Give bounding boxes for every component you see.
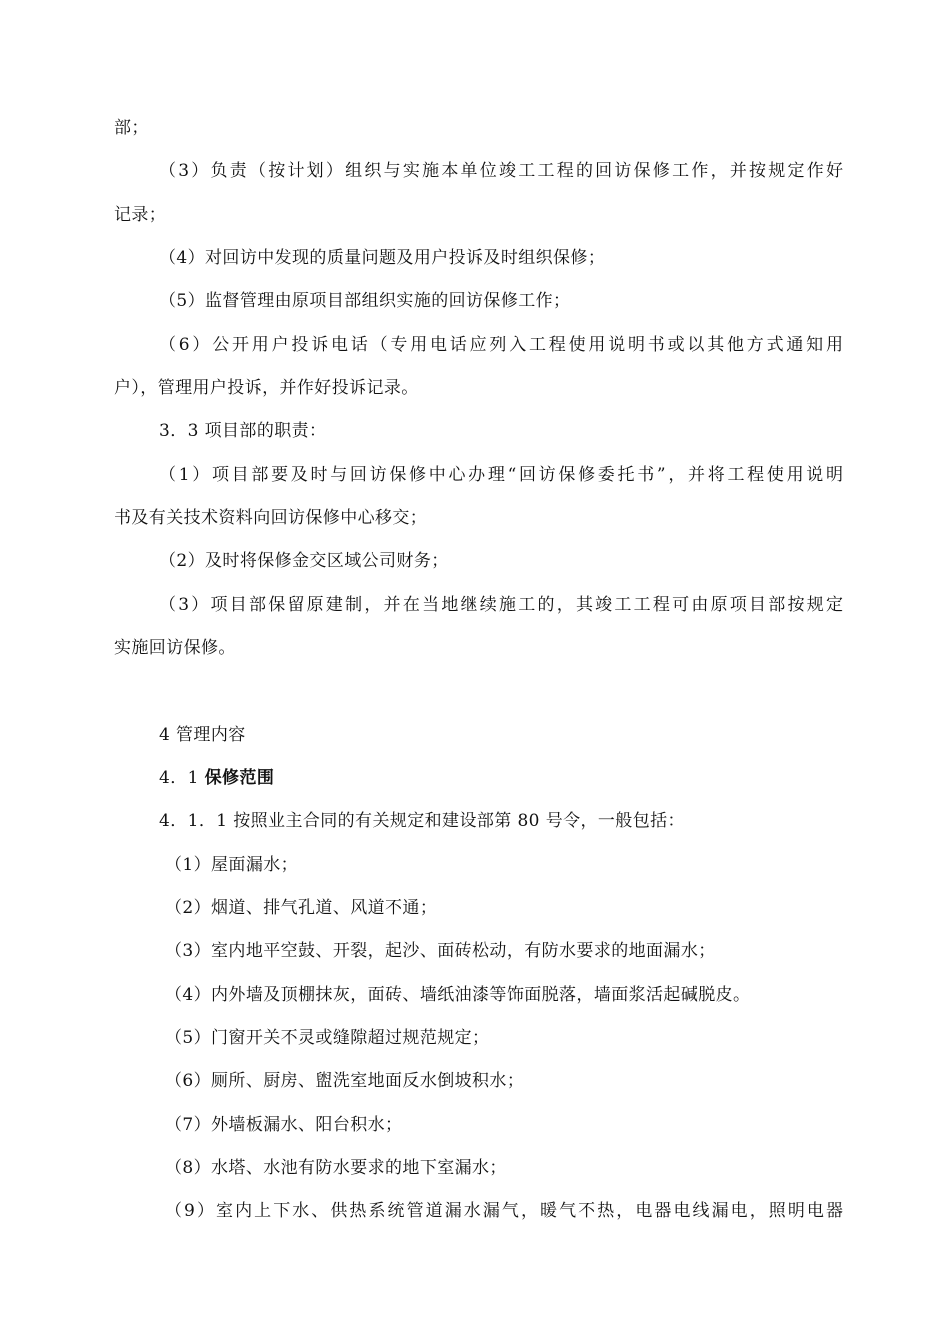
list-item: （9）室内上下水、供热系统管道漏水漏气，暖气不热，电器电线漏电，照明电器 — [165, 1201, 843, 1221]
list-item: （7）外墙板漏水、阳台积水； — [165, 1115, 403, 1135]
text-line: （1）项目部要及时与回访保修中心办理“回访保修委托书”，并将工程使用说明 — [159, 465, 843, 485]
text-line: 户），管理用户投诉，并作好投诉记录。 — [114, 378, 419, 398]
list-item: （3）室内地平空鼓、开裂，起沙、面砖松动，有防水要求的地面漏水； — [165, 941, 716, 961]
list-item: （2）烟道、排气孔道、风道不通； — [165, 898, 438, 918]
text-line: 记录； — [114, 205, 167, 225]
text-line: （4）对回访中发现的质量问题及用户投诉及时组织保修； — [159, 248, 606, 268]
subsection-heading — [159, 766, 274, 790]
text-line: （5）监督管理由原项目部组织实施的回访保修工作； — [159, 291, 571, 311]
list-item: （5）门窗开关不灵或缝隙超过规范规定； — [165, 1028, 490, 1048]
subsection-number: 4．1 — [159, 768, 205, 788]
text-line: （2）及时将保修金交区域公司财务； — [159, 551, 449, 571]
list-item: （1）屋面漏水； — [165, 855, 299, 875]
text-line: （6）公开用户投诉电话（专用电话应列入工程使用说明书或以其他方式通知用 — [159, 335, 843, 355]
text-line: （3）负责（按计划）组织与实施本单位竣工工程的回访保修工作，并按规定作好 — [159, 161, 843, 181]
text-line: 4．1．1 按照业主合同的有关规定和建设部第 80 号令，一般包括： — [159, 811, 685, 831]
text-line: 部； — [114, 118, 149, 138]
section-heading: 4 管理内容 — [159, 725, 246, 745]
text-line: 书及有关技术资料向回访保修中心移交； — [114, 508, 428, 528]
subsection-title: 保修范围 — [204, 768, 275, 788]
list-item: （6）厕所、厨房、盥洗室地面反水倒坡积水； — [165, 1071, 525, 1091]
text-line: 实施回访保修。 — [114, 638, 236, 658]
list-item: （8）水塔、水池有防水要求的地下室漏水； — [165, 1158, 507, 1178]
section-heading: 3．3 项目部的职责： — [159, 421, 327, 441]
list-item: （4）内外墙及顶棚抹灰，面砖、墙纸油漆等饰面脱落，墙面浆活起碱脱皮。 — [165, 985, 751, 1005]
text-line: （3）项目部保留原建制，并在当地继续施工的，其竣工工程可由原项目部按规定 — [159, 595, 843, 615]
